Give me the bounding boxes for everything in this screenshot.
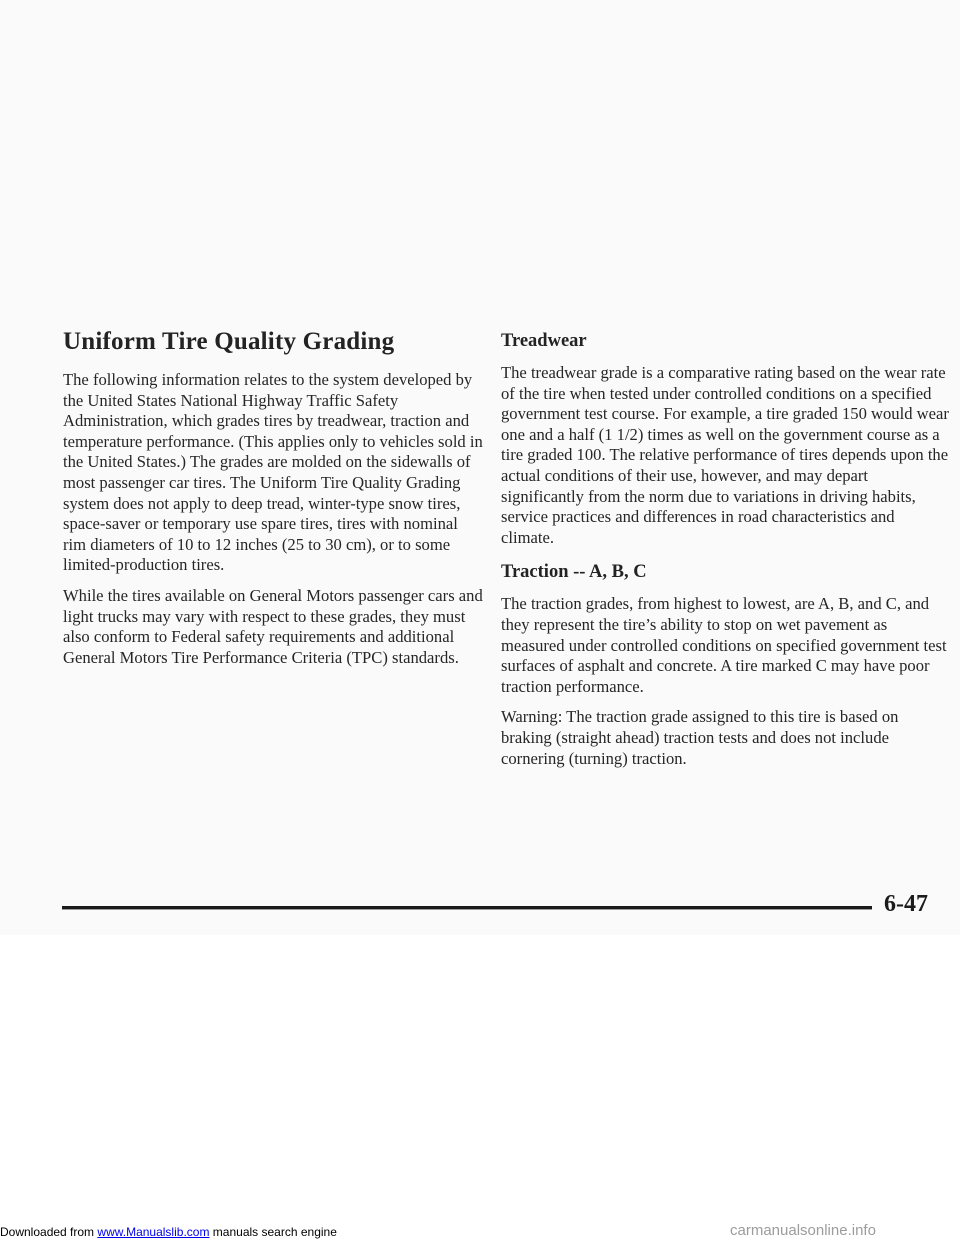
traction-heading: Traction -- A, B, C xyxy=(501,562,647,583)
warning-paragraph: Warning: The traction grade assigned to this tire is based on braking (straight ahead) traction tests and does not include cornering (turning) traction. xyxy=(501,707,899,768)
download-suffix: manuals search engine xyxy=(212,1225,337,1239)
left-column xyxy=(63,328,483,678)
gm-paragraph: While the tires available on General Motors passenger cars and light trucks may vary with respect to these grades, they must also conform to Federal safety requirements and additional General Motors Tire Performance Criteria (TPC) standards. xyxy=(63,585,483,667)
manualslib-link[interactable]: www.Manualslib.com xyxy=(97,1225,210,1239)
footer-rule xyxy=(62,906,872,909)
intro-paragraph: The following information relates to the system developed by the United States National Highway Traffic Safety Administration, which grades tires by treadwear, traction and temperature performance. (This applies only to vehicles sold in the United States.) The grades are molded on the sidewalls of most passenger car tires. The Uniform Tire Quality Grading system does not apply to deep tread, winter-type snow tires, space-saver or temporary use spare tires, tires with nominal rim diameters of 10 to 12 inches (25 to 30 cm), or to some limited-production tires. xyxy=(63,370,483,575)
download-bar xyxy=(0,1225,337,1239)
traction-paragraph: The traction grades, from highest to lowest, are A, B, and C, and they represent the tire’s ability to stop on wet pavement as measured under controlled conditions on specified government test surfaces of asphalt and concrete. A tire marked C may have poor traction performance. xyxy=(501,594,947,696)
treadwear-heading: Treadwear xyxy=(501,331,587,351)
treadwear-paragraph: The treadwear grade is a comparative rating based on the wear rate of the tire when tested under controlled conditions on a specified government test course. For example, a tire graded 150 would wear one and a half (1 1/2) times as well on the government course as a tire graded 100. The relative performance of tires depends upon the actual conditions of their use, however, and may depart significantly from the norm due to variations in driving habits, service practices and differences in road characteristics and climate. xyxy=(501,363,949,547)
watermark: carmanualsonline.info xyxy=(730,1222,876,1239)
right-column xyxy=(501,331,951,779)
section-heading: Uniform Tire Quality Grading xyxy=(63,328,395,355)
download-prefix: Downloaded from xyxy=(0,1225,95,1239)
page-number: 6-47 xyxy=(884,891,928,917)
